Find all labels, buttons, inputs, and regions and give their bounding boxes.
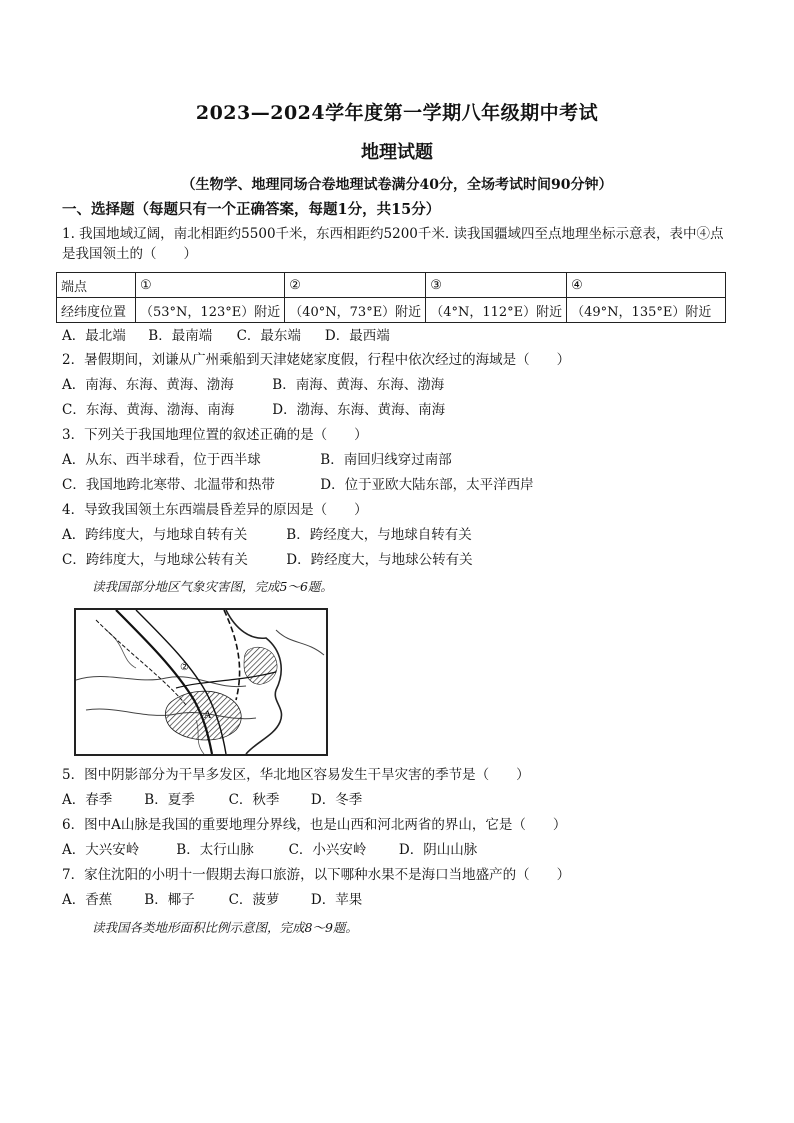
q4-option-b[interactable]: B．跨经度大，与地球自转有关 bbox=[286, 527, 472, 543]
q7-option-b[interactable]: B．椰子 bbox=[144, 892, 195, 908]
q2-options-row2 bbox=[62, 401, 445, 419]
q6-option-b[interactable]: B．太行山脉 bbox=[176, 842, 254, 858]
q4-option-d[interactable]: D．跨经度大，与地球公转有关 bbox=[286, 552, 473, 568]
exam-subtitle: 地理试题 bbox=[361, 142, 433, 163]
weather-disaster-map bbox=[74, 608, 328, 756]
q1-option-a[interactable]: A．最北端 bbox=[62, 328, 126, 344]
table-cell: 端点 bbox=[57, 273, 136, 298]
table-cell: 经纬度位置 bbox=[57, 298, 136, 323]
q1-option-d[interactable]: D．最西端 bbox=[324, 328, 390, 344]
q1-option-c[interactable]: C．最东端 bbox=[236, 328, 301, 344]
border-line bbox=[276, 630, 324, 655]
map-label-2: ② bbox=[180, 662, 189, 673]
table-cell: ② bbox=[285, 273, 426, 298]
q3-options-row1 bbox=[62, 451, 452, 469]
q3-option-a[interactable]: A．从东、西半球看，位于西半球 bbox=[62, 452, 261, 468]
border-line bbox=[106, 630, 136, 668]
table-cell: （4°N，112°E）附近 bbox=[426, 298, 567, 323]
q2-stem: 2．暑假期间，刘谦从广州乘船到天津姥姥家度假，行程中依次经过的海域是（ ） bbox=[62, 352, 571, 368]
q4-options-row1 bbox=[62, 526, 472, 544]
q5-stem: 5．图中阴影部分为干旱多发区，华北地区容易发生干旱灾害的季节是（ ） bbox=[62, 767, 530, 783]
map-label-a: A bbox=[204, 710, 212, 721]
table-row bbox=[57, 298, 726, 323]
q6-option-d[interactable]: D．阴山山脉 bbox=[398, 842, 478, 858]
q4-option-a[interactable]: A．跨纬度大，与地球自转有关 bbox=[62, 527, 248, 543]
q6-option-c[interactable]: C．小兴安岭 bbox=[288, 842, 367, 858]
q2-option-a[interactable]: A．南海、东海、黄海、渤海 bbox=[62, 377, 234, 393]
q5-option-b[interactable]: B．夏季 bbox=[144, 792, 195, 808]
q2-options-row1 bbox=[62, 376, 444, 394]
q5-option-a[interactable]: A．春季 bbox=[62, 792, 113, 808]
q3-option-b[interactable]: B．南回归线穿过南部 bbox=[320, 452, 452, 468]
q7-option-d[interactable]: D．苹果 bbox=[310, 892, 363, 908]
q1-options bbox=[62, 327, 390, 345]
table-row bbox=[57, 273, 726, 298]
q3-options-row2 bbox=[62, 476, 534, 494]
q6-options bbox=[62, 841, 477, 859]
q4-option-c[interactable]: C．跨纬度大，与地球公转有关 bbox=[62, 552, 248, 568]
table-cell: ① bbox=[136, 273, 285, 298]
exam-note: （生物学、地理同场合卷地理试卷满分40分，全场考试时间90分钟） bbox=[181, 177, 613, 193]
q3-stem: 3．下列关于我国地理位置的叙述正确的是（ ） bbox=[62, 427, 368, 443]
q2-option-c[interactable]: C．东海、黄海、渤海、南海 bbox=[62, 402, 235, 418]
table-cell: （49°N，135°E）附近 bbox=[567, 298, 726, 323]
q2-option-d[interactable]: D．渤海、东海、黄海、南海 bbox=[272, 402, 446, 418]
chart-instruction: 读我国各类地形面积比例示意图，完成8～9题。 bbox=[92, 920, 358, 935]
q7-stem: 7．家住沈阳的小明十一假期去海口旅游，以下哪种水果不是海口当地盛产的（ ） bbox=[62, 867, 571, 883]
q7-option-a[interactable]: A．香蕉 bbox=[62, 892, 113, 908]
q1-option-b[interactable]: B．最南端 bbox=[148, 328, 213, 344]
table-cell: ④ bbox=[567, 273, 726, 298]
table-cell: （53°N，123°E）附近 bbox=[136, 298, 285, 323]
q1-stem: 1. 我国地域辽阔，南北相距约5500千米，东西相距约5200千米. 读我国疆域四至点地理坐标示意表，表中④点是我国领土的（ ） bbox=[62, 226, 724, 262]
q3-option-d[interactable]: D．位于亚欧大陆东部，太平洋西岸 bbox=[320, 477, 534, 493]
table-cell: ③ bbox=[426, 273, 567, 298]
q5-option-d[interactable]: D．冬季 bbox=[310, 792, 363, 808]
coordinate-table bbox=[56, 272, 726, 323]
q3-option-c[interactable]: C．我国地跨北寒带、北温带和热带 bbox=[62, 477, 275, 493]
q5-options bbox=[62, 791, 362, 809]
table-cell: （40°N，73°E）附近 bbox=[285, 298, 426, 323]
q7-option-c[interactable]: C．菠萝 bbox=[228, 892, 280, 908]
map-graphic bbox=[76, 610, 326, 754]
q4-stem: 4．导致我国领土东西端晨昏差异的原因是（ ） bbox=[62, 502, 368, 518]
q5-option-c[interactable]: C．秋季 bbox=[228, 792, 280, 808]
exam-title: 2023—2024学年度第一学期八年级期中考试 bbox=[195, 102, 599, 124]
q7-options bbox=[62, 891, 362, 909]
q2-option-b[interactable]: B．南海、黄海、东海、渤海 bbox=[272, 377, 445, 393]
drought-region bbox=[244, 647, 277, 684]
q4-options-row2 bbox=[62, 551, 473, 569]
q6-option-a[interactable]: A．大兴安岭 bbox=[62, 842, 140, 858]
section-heading: 一、选择题（每题只有一个正确答案，每题1分，共15分） bbox=[62, 201, 441, 218]
q6-stem: 6．图中A山脉是我国的重要地理分界线，也是山西和河北两省的界山，它是（ ） bbox=[62, 817, 567, 833]
map-instruction: 读我国部分地区气象灾害图，完成5～6题。 bbox=[92, 579, 333, 594]
cold-wave-path bbox=[96, 620, 186, 705]
